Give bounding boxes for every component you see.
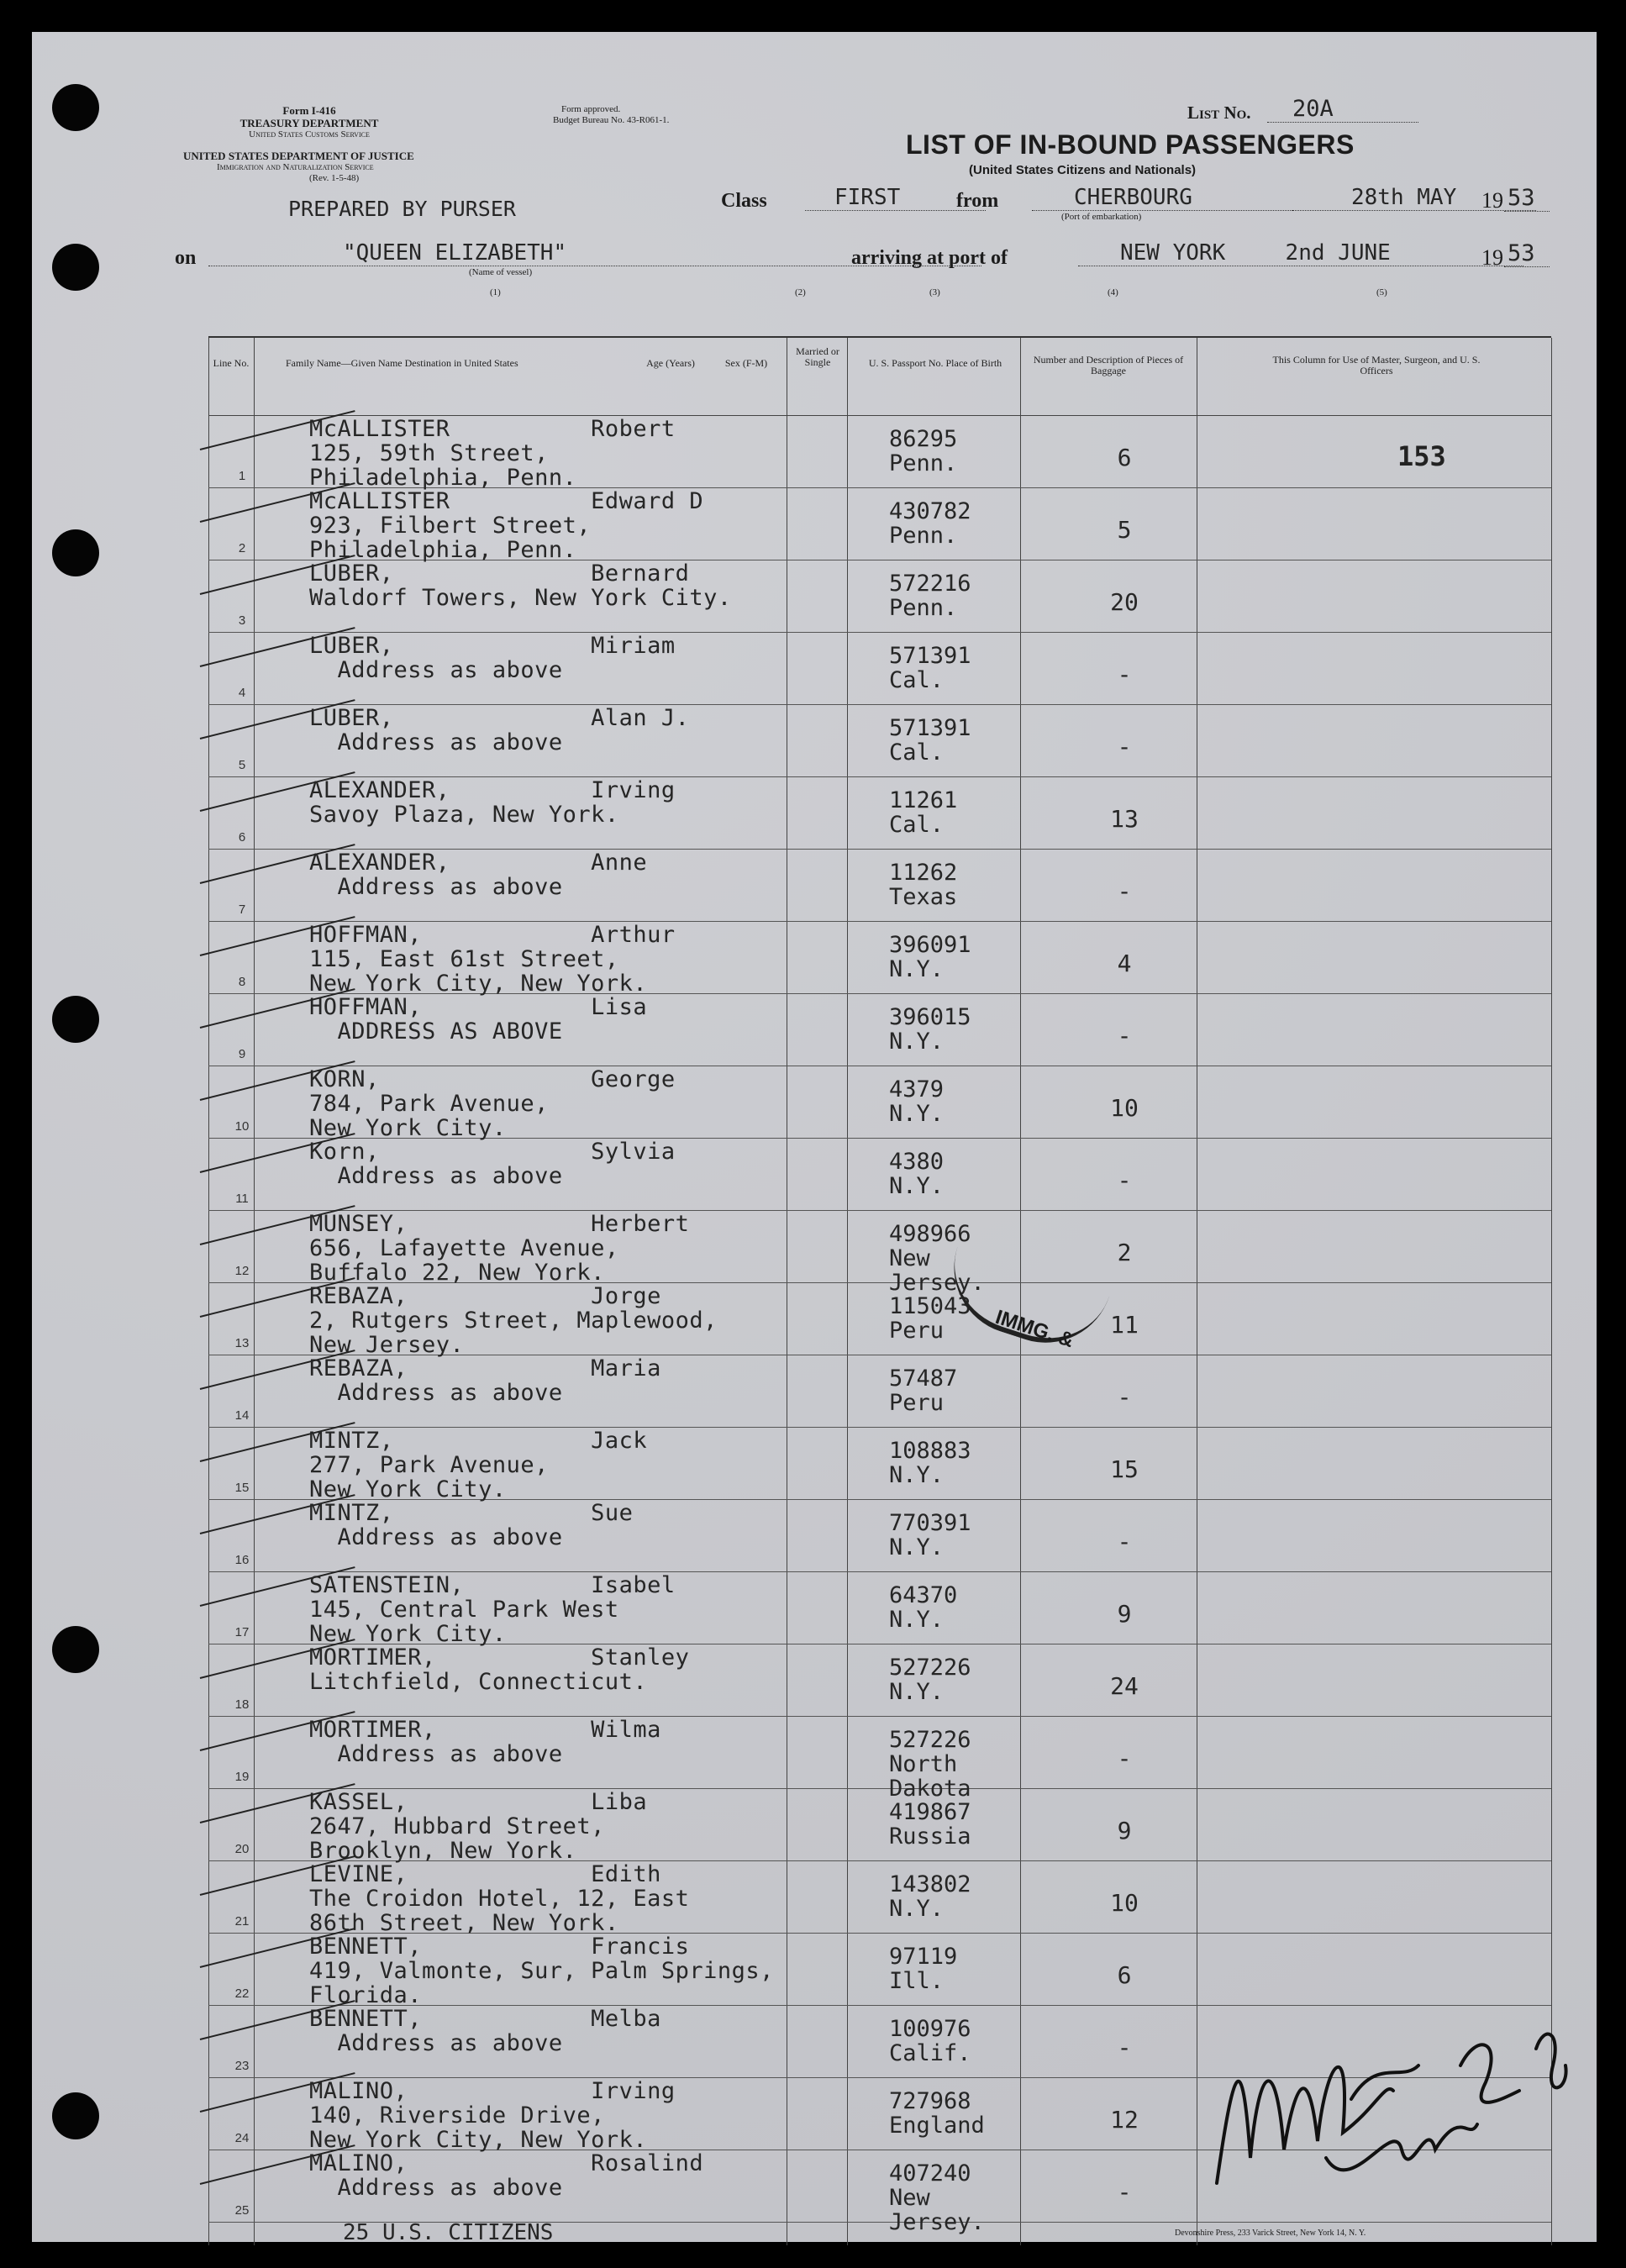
col-caption-5: (5) xyxy=(1376,287,1387,297)
passenger-entry: MALINO, Rosalind Address as above xyxy=(309,2150,704,2201)
citizens-count: 25 U.S. CITIZENS xyxy=(343,2220,554,2245)
baggage-count: 6 xyxy=(1117,1961,1132,1989)
line-number: 21 xyxy=(234,1914,250,1929)
passport-birthplace: 11261 Cal. xyxy=(889,787,958,838)
baggage-count: - xyxy=(1117,1383,1132,1411)
passport-birthplace: 11262 Texas xyxy=(889,860,958,910)
line-number: 7 xyxy=(238,902,246,917)
printer-imprint: Devonshire Press, 233 Varick Street, New York 14, N. Y. xyxy=(1175,2229,1366,2238)
col-caption-3: (3) xyxy=(929,287,940,297)
baggage-count: 4 xyxy=(1117,950,1132,977)
prepared-by: PREPARED BY PURSER xyxy=(288,197,516,221)
baggage-count: - xyxy=(1117,877,1132,905)
baggage-count: - xyxy=(1117,1744,1132,1772)
table-row xyxy=(208,1427,1551,1502)
baggage-count: - xyxy=(1117,733,1132,760)
passenger-entry: McALLISTER Edward D 923, Filbert Street, Philadelphia, Penn. xyxy=(309,488,704,563)
justice-dept: UNITED STATES DEPARTMENT OF JUSTICE xyxy=(183,150,414,162)
table-row xyxy=(208,632,1551,704)
col-header-officers: This Column for Use of Master, Surgeon, and U. S. Officers xyxy=(1272,354,1481,376)
class-label: Class xyxy=(721,190,767,212)
passenger-entry: ALEXANDER, Anne Address as above xyxy=(309,850,648,900)
col-caption-1: (1) xyxy=(490,287,501,297)
passenger-entry: MINTZ, Jack 277, Park Avenue, New York City. xyxy=(309,1428,648,1502)
passport-birthplace: 527226 N.Y. xyxy=(889,1655,971,1705)
col-caption-2: (2) xyxy=(795,287,806,297)
passenger-entry: McALLISTER Robert 125, 59th Street, Philadelphia, Penn. xyxy=(309,416,676,491)
passport-birthplace: 86295 Penn. xyxy=(889,426,958,476)
table-row xyxy=(208,1138,1551,1210)
table-row xyxy=(208,1355,1551,1427)
port-embarkation-caption: (Port of embarkation) xyxy=(1061,212,1142,222)
table-row xyxy=(208,1788,1551,1864)
passport-birthplace: 572216 Penn. xyxy=(889,571,971,621)
table-row xyxy=(208,487,1551,563)
passport-birthplace: 100976 Calif. xyxy=(889,2016,971,2066)
passport-birthplace: 396091 N.Y. xyxy=(889,932,971,982)
passenger-entry: ALEXANDER, Irving Savoy Plaza, New York. xyxy=(309,777,676,828)
immigration-stamp-text: IMMG. & xyxy=(992,1305,1076,1353)
passenger-entry: MUNSEY, Herbert 656, Lafayette Avenue, Buffalo 22, New York. xyxy=(309,1211,690,1286)
document-page xyxy=(32,32,1597,2245)
approval-block xyxy=(553,104,669,126)
line-number: 15 xyxy=(234,1481,250,1495)
passport-birthplace: 527226 North Dakota xyxy=(889,1727,971,1802)
arriving-label: arriving at port of xyxy=(851,247,1008,269)
passenger-entry: LEVINE, Edith The Croidon Hotel, 12, East 86th Street, New York. xyxy=(309,1861,690,1936)
punch-hole xyxy=(52,2092,99,2139)
table-row xyxy=(208,776,1551,849)
passenger-entry: LUBER, Bernard Waldorf Towers, New York City. xyxy=(309,560,732,611)
punch-hole xyxy=(52,84,99,131)
col-caption-4: (4) xyxy=(1108,287,1118,297)
passenger-entry: HOFFMAN, Arthur 115, East 61st Street, New York City, New York. xyxy=(309,922,676,997)
table-row xyxy=(208,415,1551,491)
line-number: 8 xyxy=(238,975,246,989)
col-header-sex: Sex (F-M) xyxy=(724,357,768,369)
punch-hole xyxy=(52,1626,99,1673)
passport-birthplace: 396015 N.Y. xyxy=(889,1004,971,1055)
ins: Immigration and Naturalization Service xyxy=(217,162,374,172)
year-2: 53 xyxy=(1504,240,1550,267)
officer-signature xyxy=(1183,1965,1578,2234)
line-number: 9 xyxy=(238,1047,246,1061)
passport-birthplace: 419867 Russia xyxy=(889,1799,971,1850)
table-row xyxy=(208,1644,1551,1716)
punch-hole xyxy=(52,244,99,291)
year-prefix-2: 19 xyxy=(1481,245,1503,270)
baggage-count: 10 xyxy=(1110,1094,1139,1122)
passenger-entry: BENNETT, Francis 419, Valmonte, Sur, Palm Springs, Florida. xyxy=(309,1934,774,2008)
passport-birthplace: 97119 Ill. xyxy=(889,1944,958,1994)
table-row xyxy=(208,560,1551,632)
passenger-entry: REBAZA, Maria Address as above xyxy=(309,1355,661,1406)
passenger-entry: KASSEL, Liba 2647, Hubbard Street, Brooklyn, New York. xyxy=(309,1789,648,1864)
passport-birthplace: 571391 Cal. xyxy=(889,715,971,766)
line-number: 11 xyxy=(235,1192,249,1206)
passport-birthplace: 115043 Peru xyxy=(889,1293,971,1344)
line-number: 22 xyxy=(234,1986,250,2001)
passenger-entry: MORTIMER, Stanley Litchfield, Connecticut. xyxy=(309,1644,690,1695)
baggage-count: 15 xyxy=(1110,1455,1139,1483)
passenger-entry: MALINO, Irving 140, Riverside Drive, New York City, New York. xyxy=(309,2078,676,2153)
passport-birthplace: 143802 N.Y. xyxy=(889,1871,971,1922)
arrival-date: 2nd JUNE xyxy=(1285,240,1391,266)
vessel-name: "QUEEN ELIZABETH" xyxy=(208,240,981,266)
baggage-count: 13 xyxy=(1110,805,1139,833)
departure-date: 28th MAY xyxy=(1292,185,1536,211)
passport-birthplace: 571391 Cal. xyxy=(889,643,971,693)
from-value: CHERBOURG xyxy=(1032,185,1318,211)
line-number: 1 xyxy=(238,469,246,483)
passport-birthplace: 64370 N.Y. xyxy=(889,1582,958,1633)
baggage-count: 24 xyxy=(1110,1672,1139,1700)
table-row xyxy=(208,1571,1551,1647)
table-row xyxy=(208,1066,1551,1141)
line-number: 25 xyxy=(234,2203,250,2218)
line-number: 6 xyxy=(238,830,246,845)
page-subtitle: (United States Citizens and Nationals) xyxy=(969,163,1197,177)
col-header-passport: U. S. Passport No. Place of Birth xyxy=(868,357,1002,369)
passenger-entry: BENNETT, Melba Address as above xyxy=(309,2006,661,2056)
baggage-count: 2 xyxy=(1117,1239,1132,1266)
class-value: FIRST xyxy=(805,185,986,211)
baggage-count: - xyxy=(1117,1166,1132,1194)
passport-birthplace: 108883 N.Y. xyxy=(889,1438,971,1488)
line-number: 3 xyxy=(238,613,246,628)
officer-number: 153 xyxy=(1397,440,1446,472)
justice-block xyxy=(183,150,469,184)
table-row xyxy=(208,921,1551,997)
baggage-count: 11 xyxy=(1110,1311,1139,1339)
passenger-entry: KORN, George 784, Park Avenue, New York City. xyxy=(309,1066,676,1141)
passenger-entry: HOFFMAN, Lisa ADDRESS AS ABOVE xyxy=(309,994,648,1045)
line-number: 4 xyxy=(238,686,246,700)
baggage-count: 5 xyxy=(1117,516,1132,544)
line-number: 24 xyxy=(234,2131,250,2145)
revision: (Rev. 1-5-48) xyxy=(309,173,360,183)
line-number: 14 xyxy=(234,1408,250,1423)
vessel-caption: (Name of vessel) xyxy=(469,267,533,277)
table-row xyxy=(208,1716,1551,1802)
passport-birthplace: 57487 Peru xyxy=(889,1366,958,1416)
line-number: 10 xyxy=(234,1119,250,1134)
passport-birthplace: 407240 New Jersey. xyxy=(889,2160,985,2235)
form-id-block xyxy=(175,104,444,140)
table-row xyxy=(208,1282,1551,1358)
passport-birthplace: 498966 New Jersey. xyxy=(889,1221,985,1296)
table-row xyxy=(208,1860,1551,1936)
year-1: 53 xyxy=(1504,185,1550,212)
col-header-line: Line No. xyxy=(213,357,250,369)
passport-birthplace: 430782 Penn. xyxy=(889,498,971,549)
passenger-entry: MORTIMER, Wilma Address as above xyxy=(309,1717,661,1767)
table-row xyxy=(208,1210,1551,1296)
passport-birthplace: 770391 N.Y. xyxy=(889,1510,971,1560)
passenger-table xyxy=(208,336,1551,2245)
passport-birthplace: 4379 N.Y. xyxy=(889,1076,945,1127)
baggage-count: - xyxy=(1117,1528,1132,1555)
baggage-count: 9 xyxy=(1117,1817,1132,1844)
form-number: Form I-416 xyxy=(282,104,336,117)
baggage-count: - xyxy=(1117,2178,1132,2206)
baggage-count: - xyxy=(1117,660,1132,688)
line-number: 18 xyxy=(234,1697,250,1712)
line-number: 17 xyxy=(234,1625,250,1639)
page-title: LIST OF IN-BOUND PASSENGERS xyxy=(906,129,1355,160)
baggage-count: 9 xyxy=(1117,1600,1132,1628)
col-header-married: Married or Single xyxy=(796,345,839,368)
arrival-port: NEW YORK xyxy=(1120,240,1226,266)
table-row xyxy=(208,993,1551,1066)
col-header-family: Family Name—Given Name Destination in United States xyxy=(286,357,518,369)
line-number: 20 xyxy=(234,1842,250,1856)
table-row xyxy=(208,849,1551,921)
passenger-entry: SATENSTEIN, Isabel 145, Central Park West New York City. xyxy=(309,1572,676,1647)
line-number: 12 xyxy=(234,1264,250,1278)
baggage-count: - xyxy=(1117,1022,1132,1050)
arrival-port-date xyxy=(1078,240,1523,266)
punch-hole xyxy=(52,996,99,1043)
passenger-entry: REBAZA, Jorge 2, Rutgers Street, Maplewood, New Jersey. xyxy=(309,1283,718,1358)
list-no-label: List No. xyxy=(1187,103,1251,123)
line-number: 23 xyxy=(234,2059,250,2073)
passenger-entry: LUBER, Miriam Address as above xyxy=(309,633,676,683)
passenger-entry: MINTZ, Sue Address as above xyxy=(309,1500,634,1550)
baggage-count: - xyxy=(1117,2034,1132,2061)
passenger-entry: LUBER, Alan J. Address as above xyxy=(309,705,690,755)
line-number: 13 xyxy=(234,1336,250,1350)
col-header-baggage: Number and Description of Pieces of Baggage xyxy=(1033,354,1184,376)
passenger-entry: Korn, Sylvia Address as above xyxy=(309,1139,676,1189)
col-header-age: Age (Years) xyxy=(646,357,695,369)
budget-bureau: Budget Bureau No. 43-R061-1. xyxy=(553,115,670,125)
baggage-count: 10 xyxy=(1110,1889,1139,1917)
baggage-count: 20 xyxy=(1110,588,1139,616)
customs-service: United States Customs Service xyxy=(249,129,370,139)
on-label: on xyxy=(175,247,197,269)
from-label: from xyxy=(956,190,999,212)
list-no-value: 20A xyxy=(1267,96,1418,123)
passport-birthplace: 727968 England xyxy=(889,2088,985,2139)
year-prefix-1: 19 xyxy=(1481,188,1503,213)
form-approved: Form approved. xyxy=(561,104,621,114)
line-number: 16 xyxy=(234,1553,250,1567)
line-number: 19 xyxy=(234,1770,250,1784)
punch-hole xyxy=(52,529,99,576)
line-number: 2 xyxy=(238,541,246,555)
passport-birthplace: 4380 N.Y. xyxy=(889,1149,945,1199)
table-row xyxy=(208,704,1551,776)
baggage-count: 12 xyxy=(1110,2106,1139,2134)
department: TREASURY DEPARTMENT xyxy=(239,117,379,129)
table-row xyxy=(208,1499,1551,1571)
baggage-count: 6 xyxy=(1117,444,1132,471)
line-number: 5 xyxy=(238,758,246,772)
